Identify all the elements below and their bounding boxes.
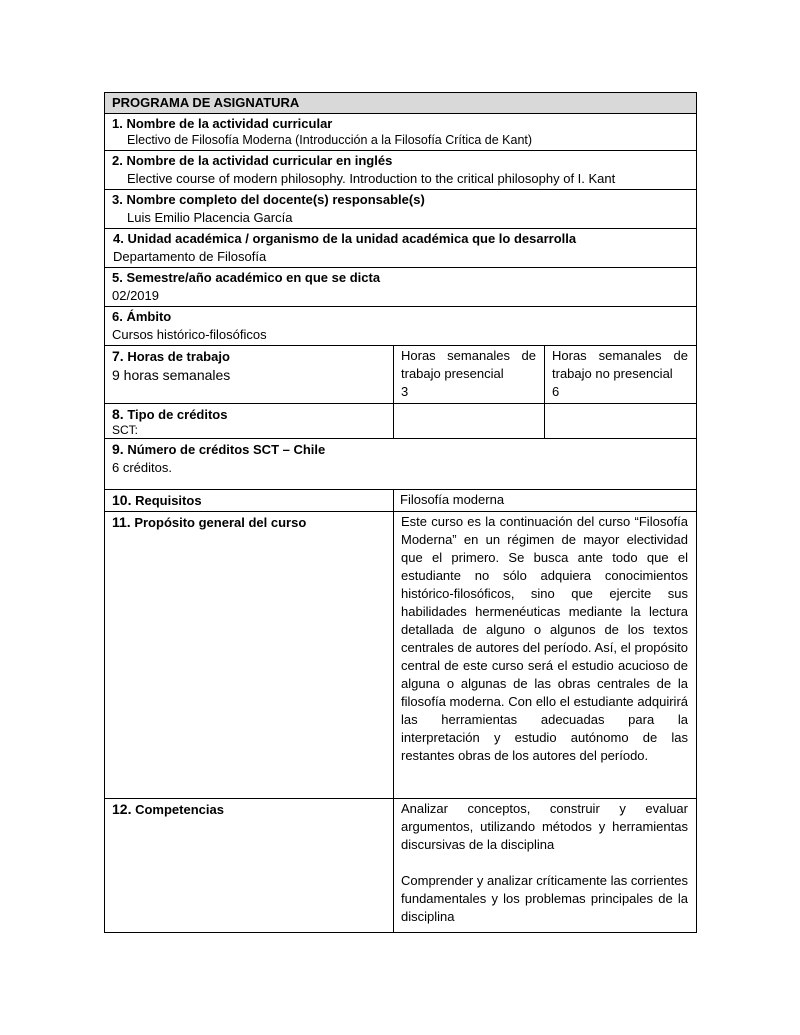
item-2-value: Elective course of modern philosophy. Introduction to the critical philosophy of I. Kant	[127, 171, 616, 186]
item-8-value: SCT:	[112, 423, 139, 437]
item-11-cell	[105, 512, 394, 799]
table-row	[105, 190, 697, 229]
item-1-label: 1. Nombre de la actividad curricular	[112, 116, 333, 131]
table-row	[105, 346, 697, 404]
item-7-no-presencial-value: 6	[552, 384, 560, 399]
item-11-label: Propósito general del curso	[134, 515, 307, 530]
table-header-row	[105, 93, 697, 114]
item-6-label: 6. Ámbito	[112, 309, 172, 324]
item-5-value: 02/2019	[112, 288, 159, 303]
item-6-cell	[105, 307, 697, 346]
item-7-value: 9 horas semanales	[112, 367, 231, 383]
item-7-presencial-cell	[394, 346, 545, 404]
item-1-cell	[105, 114, 697, 151]
item-5-cell	[105, 268, 697, 307]
table-row	[105, 229, 697, 268]
item-10-cell	[105, 490, 394, 512]
item-7-label: Horas de trabajo	[127, 349, 230, 364]
item-7-presencial-label: Horas semanales de trabajo presencial	[401, 348, 536, 381]
table-row	[105, 404, 697, 439]
table-row	[105, 512, 697, 799]
item-12-value-cell	[394, 799, 697, 933]
item-9-label: Número de créditos SCT – Chile	[127, 442, 326, 457]
item-12-cell	[105, 799, 394, 933]
item-10-label: Requisitos	[135, 493, 202, 508]
item-7-number: 7.	[112, 348, 124, 364]
table-row	[105, 490, 697, 512]
program-table	[104, 92, 697, 933]
table-row	[105, 307, 697, 346]
item-4-cell	[105, 229, 697, 268]
item-7-cell	[105, 346, 394, 404]
table-row	[105, 799, 697, 933]
item-11-value: Este curso es la continuación del curso “Filosofía Moderna” en un régimen de mayor electividad que el primero. Se busca ante todo que el estudiante no sólo adquiera conocimientos histórico-filosóficos, sino que ejercite sus habilidades hermenéuticas mediante la lectura detallada de alguno o algunos de los textos centrales de autores del período. Así, el propósito central de este curso será el estudio acucioso de alguna o algunas de las obras centrales de la filosofía moderna. Con ello el estudiante adquirirá las herramientas adecuadas para la interpretación y estudio autónomo de las restantes obras de los autores del período.	[394, 512, 697, 799]
item-11-number: 11.	[112, 514, 131, 530]
table-row	[105, 268, 697, 307]
item-10-value: Filosofía moderna	[394, 490, 697, 512]
item-4-label: 4. Unidad académica / organismo de la unidad académica que lo desarrolla	[113, 231, 577, 246]
item-12-number: 12.	[112, 801, 132, 817]
item-1-value: Electivo de Filosofía Moderna (Introducción a la Filosofía Crítica de Kant)	[127, 133, 533, 147]
item-4-value: Departamento de Filosofía	[113, 249, 267, 264]
item-5-label: 5. Semestre/año académico en que se dicta	[112, 270, 381, 285]
document-header: PROGRAMA DE ASIGNATURA	[105, 93, 697, 114]
item-7-presencial-value: 3	[401, 384, 409, 399]
table-row	[105, 114, 697, 151]
item-3-value: Luis Emilio Placencia García	[127, 210, 293, 225]
item-7-no-presencial-label: Horas semanales de trabajo no presencial	[552, 348, 688, 381]
item-8-number: 8.	[112, 406, 124, 422]
item-9-cell	[105, 439, 697, 490]
table-row	[105, 151, 697, 190]
item-2-cell	[105, 151, 697, 190]
item-7-no-presencial-cell	[545, 346, 697, 404]
item-8-label: Tipo de créditos	[127, 407, 228, 422]
item-3-label: 3. Nombre completo del docente(s) responsable(s)	[112, 192, 425, 207]
item-9-number: 9.	[112, 441, 124, 457]
item-2-label: 2. Nombre de la actividad curricular en inglés	[112, 153, 393, 168]
item-9-value: 6 créditos.	[112, 460, 172, 475]
item-10-number: 10.	[112, 492, 132, 508]
item-12-value-2: Comprender y analizar críticamente las corrientes fundamentales y los problemas principales de la disciplina	[401, 873, 688, 924]
item-8-cell	[105, 404, 394, 439]
item-12-label: Competencias	[135, 802, 224, 817]
paragraph-gap	[401, 854, 688, 872]
item-8-empty-cell-1	[394, 404, 545, 439]
item-3-cell	[105, 190, 697, 229]
item-8-empty-cell-2	[545, 404, 697, 439]
item-6-value: Cursos histórico-filosóficos	[112, 327, 267, 342]
item-12-value-1: Analizar conceptos, construir y evaluar argumentos, utilizando métodos y herramientas discursivas de la disciplina	[401, 801, 688, 852]
table-row	[105, 439, 697, 490]
